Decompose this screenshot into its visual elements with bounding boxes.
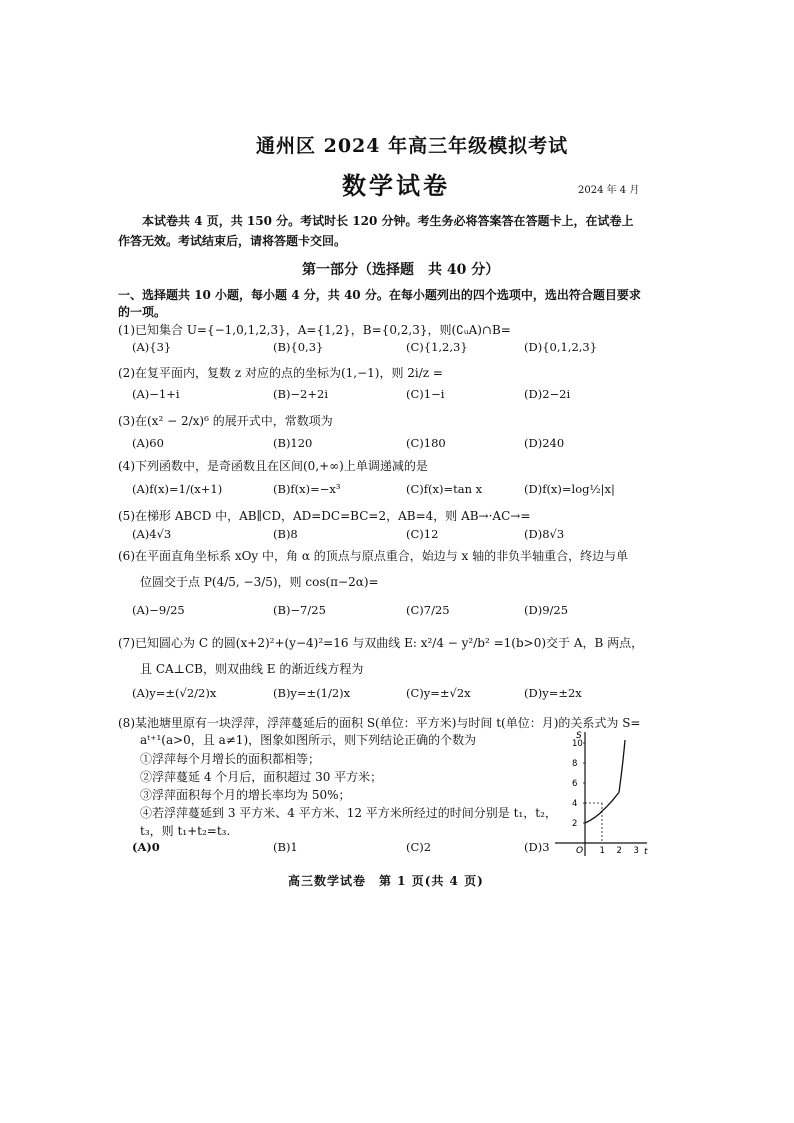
question-5-option-b: (B)8	[273, 527, 298, 541]
question-7-option-c: (C)y=±√2x	[406, 686, 471, 700]
question-8-statement-3: ③浮萍面积每个月的增长率均为 50%；	[140, 788, 351, 802]
question-6-option-c: (C)7/25	[406, 603, 450, 617]
section-intro-line-2: 的一项。	[118, 305, 167, 319]
question-8-option-b: (B)1	[273, 840, 298, 854]
question-2-option-c: (C)1−i	[406, 387, 445, 401]
question-8-statement-4: ④若浮萍蔓延到 3 平方米、4 平方米、12 平方米所经过的时间分别是 t₁，t₂，	[140, 806, 557, 820]
question-8-statement-4-cont: t₃，则 t₁+t₂=t₃.	[140, 824, 231, 838]
question-8-option-d: (D)3	[524, 840, 550, 854]
question-8-statement-1: ①浮萍每个月增长的面积都相等；	[140, 752, 321, 766]
question-6-option-a: (A)−9/25	[132, 603, 185, 617]
question-2-option-b: (B)−2+2i	[273, 387, 329, 401]
instructions-line-1: 本试卷共 4 页，共 150 分。考试时长 120 分钟。考生务必将答案答在答题卡上，在试卷上	[142, 214, 634, 228]
question-6-stem-line-2: 位圆交于点 P(4/5, −3/5)，则 cos(π−2α)=	[140, 575, 379, 589]
question-2-stem: (2)在复平面内，复数 z 对应的点的坐标为(1,−1)，则 2i/z =	[118, 366, 443, 380]
question-5-option-c: (C)12	[406, 527, 439, 541]
x-tick-label: 2	[616, 846, 622, 856]
exam-date: 2024 年 4 月	[578, 185, 640, 196]
question-3-option-b: (B)120	[273, 436, 313, 450]
question-1-stem: (1)已知集合 U={−1,0,1,2,3}，A={1,2}，B={0,2,3}，则(∁ᵤA)∩B=	[118, 323, 511, 337]
question-7-option-d: (D)y=±2x	[524, 686, 582, 700]
y-tick-label: 2	[572, 819, 578, 829]
exam-title: 通州区 2024 年高三年级模拟考试	[256, 135, 569, 157]
question-6-option-b: (B)−7/25	[273, 603, 326, 617]
question-4-option-c: (C)f(x)=tan x	[406, 482, 483, 496]
question-3-option-a: (A)60	[132, 436, 164, 450]
question-3-stem: (3)在(x² − 2/x)⁶ 的展开式中，常数项为	[118, 414, 333, 428]
y-tick-label: 8	[572, 759, 578, 769]
origin-label: O	[576, 846, 584, 856]
subject-title: 数学试卷	[342, 171, 450, 200]
question-1-option-d: (D){0,1,2,3}	[524, 340, 598, 354]
instructions-line-2: 作答无效。考试结束后，请将答题卡交回。	[118, 234, 347, 248]
question-8-option-c: (C)2	[406, 840, 432, 854]
part-heading: 第一部分（选择题 共 40 分）	[302, 262, 500, 278]
question-7-option-b: (B)y=±(1/2)x	[273, 686, 351, 700]
y-axis-label: S	[576, 731, 582, 741]
x-tick-label: 3	[633, 846, 639, 856]
growth-curve-tail	[619, 740, 625, 792]
question-5-option-d: (D)8√3	[524, 527, 565, 541]
question-5-stem: (5)在梯形 ABCD 中，AB∥CD，AD=DC=BC=2，AB=4，则 AB→·AC→=	[118, 509, 531, 523]
question-6-option-d: (D)9/25	[524, 603, 569, 617]
question-1-option-a: (A){3}	[132, 340, 172, 354]
y-tick-label: 10	[572, 739, 583, 749]
question-6-stem-line-1: (6)在平面直角坐标系 xOy 中，角 α 的顶点与原点重合，始边与 x 轴的非负半轴重合，终边与单	[118, 549, 629, 563]
question-7-stem-line-2: 且 CA⊥CB，则双曲线 E 的渐近线方程为	[140, 662, 364, 676]
question-2-option-a: (A)−1+i	[132, 387, 180, 401]
question-3-option-d: (D)240	[524, 436, 565, 450]
y-tick-label: 4	[572, 799, 578, 809]
question-8-stem-line-2: aᵗ⁺¹(a>0，且 a≠1)，图象如图所示，则下列结论正确的个数为	[140, 733, 477, 747]
question-4-option-a: (A)f(x)=1/(x+1)	[132, 482, 223, 496]
question-1-option-b: (B){0,3}	[273, 340, 324, 354]
question-3-option-c: (C)180	[406, 436, 446, 450]
question-7-stem-line-1: (7)已知圆心为 C 的圆(x+2)²+(y−4)²=16 与双曲线 E: x²/4 − y²/b² =1(b>0)交于 A，B 两点，	[118, 636, 644, 650]
question-8-option-a: (A)0	[132, 840, 160, 854]
question-8-statement-2: ②浮萍蔓延 4 个月后，面积超过 30 平方米；	[140, 770, 383, 784]
question-4-option-d: (D)f(x)=log½|x|	[524, 482, 615, 496]
question-1-option-c: (C){1,2,3}	[406, 340, 468, 354]
section-intro-line-1: 一、选择题共 10 小题，每小题 4 分，共 40 分。在每小题列出的四个选项中，选出符合题目要求	[118, 288, 641, 302]
question-7-option-a: (A)y=±(√2/2)x	[132, 686, 217, 700]
question-2-option-d: (D)2−2i	[524, 387, 571, 401]
x-tick-label: 1	[599, 846, 605, 856]
question-4-stem: (4)下列函数中，是奇函数且在区间(0,+∞)上单调递减的是	[118, 459, 428, 473]
page-footer: 高三数学试卷 第 1 页(共 4 页)	[288, 874, 484, 888]
question-4-option-b: (B)f(x)=−x³	[273, 482, 341, 496]
question-5-option-a: (A)4√3	[132, 527, 172, 541]
y-tick-label: 6	[572, 779, 578, 789]
x-axis-label: t	[644, 847, 648, 857]
question-8-stem-line-1: (8)某池塘里原有一块浮萍，浮萍蔓延后的面积 S(单位：平方米)与时间 t(单位：月)的关系式为 S=	[118, 716, 641, 730]
growth-graph	[555, 728, 650, 858]
